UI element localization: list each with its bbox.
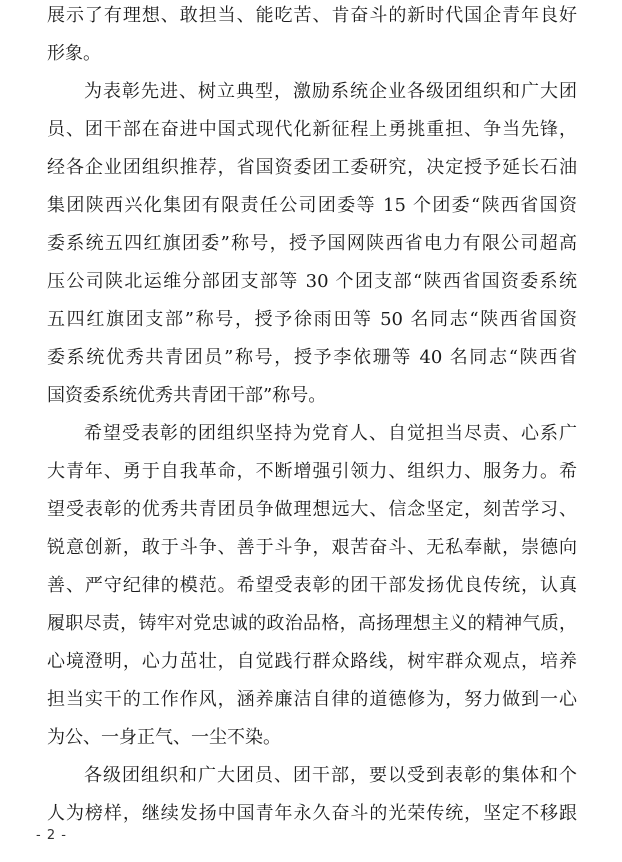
text-line: 国资委系统优秀共青团干部”称号。 [47,385,327,406]
text-line: 委系统优秀共青团员”称号，授予李依珊等 40 名同志“陕西省 [47,347,577,368]
text-line: 委系统五四红旗团委”称号，授予国网陕西省电力有限公司超高 [47,233,577,254]
text-line: 集团陕西兴化集团有限责任公司团委等 15 个团委“陕西省国资 [47,195,577,216]
text-line: 锐意创新，敢于斗争、善于斗争，艰苦奋斗、无私奉献，崇德向 [47,537,577,558]
text-line: 大青年、勇于自我革命，不断增强引领力、组织力、服务力。希 [47,461,577,482]
page-number: - 2 - [36,828,67,843]
text-line: 履职尽责，铸牢对党忠诚的政治品格，高扬理想主义的精神气质， [47,613,577,634]
text-line: 展示了有理想、敢担当、能吃苦、肯奋斗的新时代国企青年良好 [47,5,577,26]
text-line: 担当实干的工作作风，涵养廉洁自律的道德修为，努力做到一心 [47,689,577,710]
text-line: 心境澄明，心力茁壮，自觉践行群众路线，树牢群众观点，培养 [47,651,577,672]
text-line: 望受表彰的优秀共青团员争做理想远大、信念坚定，刻苦学习、 [47,499,577,520]
text-line: 五四红旗团支部”称号，授予徐雨田等 50 名同志“陕西省国资 [47,309,577,330]
text-line: 各级团组织和广大团员、团干部，要以受到表彰的集体和个 [84,765,577,786]
text-line: 员、团干部在奋进中国式现代化新征程上勇挑重担、争当先锋， [47,119,577,140]
text-line: 为表彰先进、树立典型，激励系统企业各级团组织和广大团 [84,81,577,102]
text-line: 善、严守纪律的模范。希望受表彰的团干部发扬优良传统，认真 [47,575,577,596]
text-line: 形象。 [47,43,101,64]
text-line: 压公司陕北运维分部团支部等 30 个团支部“陕西省国资委系统 [47,271,577,292]
text-line: 为公、一身正气、一尘不染。 [47,727,281,748]
text-line: 人为榜样，继续发扬中国青年永久奋斗的光荣传统，坚定不移跟 [47,803,577,824]
text-line: 经各企业团组织推荐，省国资委团工委研究，决定授予延长石油 [47,157,577,178]
text-line: 希望受表彰的团组织坚持为党育人、自觉担当尽责、心系广 [84,423,577,444]
